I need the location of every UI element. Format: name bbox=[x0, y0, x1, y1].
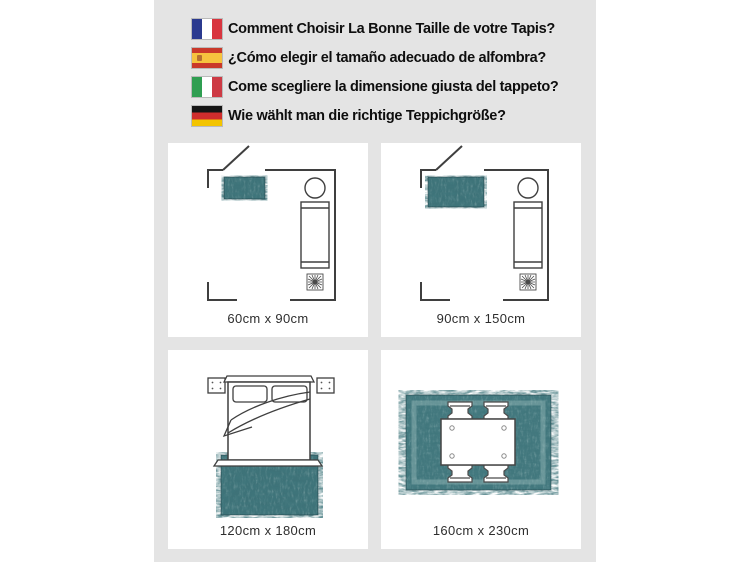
header-text-italian: Come scegliere la dimensione giusta del tappeto? bbox=[228, 79, 559, 95]
bed-icon bbox=[214, 376, 322, 466]
chair-top-right-icon bbox=[484, 402, 508, 419]
panel-60x90 bbox=[168, 143, 368, 337]
rug-icon bbox=[428, 177, 484, 207]
italy-flag-icon bbox=[192, 77, 222, 97]
nightstand-right-icon bbox=[317, 378, 334, 393]
rug-icon bbox=[224, 177, 265, 199]
content-column bbox=[154, 0, 596, 562]
plant-icon bbox=[307, 274, 323, 290]
nightstand-left-icon bbox=[208, 378, 225, 393]
header-text-french: Comment Choisir La Bonne Taille de votre Tapis? bbox=[228, 21, 555, 37]
side-table-icon bbox=[305, 178, 325, 198]
header-row-italian bbox=[192, 77, 558, 97]
plant-icon bbox=[520, 274, 536, 290]
floorplan-medium-rug bbox=[381, 143, 581, 308]
panel-160x230 bbox=[381, 350, 581, 549]
header-text-german: Wie wählt man die richtige Teppichgröße? bbox=[228, 108, 506, 124]
header-row-french bbox=[192, 19, 558, 39]
panel-90x150 bbox=[381, 143, 581, 337]
sofa-icon bbox=[514, 202, 542, 268]
chair-bottom-right-icon bbox=[484, 465, 508, 482]
header-row-spanish bbox=[192, 48, 558, 68]
bedroom-diagram bbox=[168, 350, 368, 518]
dining-room-diagram bbox=[381, 350, 581, 518]
sofa-icon bbox=[301, 202, 329, 268]
floorplan-small-rug bbox=[168, 143, 368, 308]
france-flag-icon bbox=[192, 19, 222, 39]
header bbox=[192, 19, 558, 135]
pillow-left-icon bbox=[233, 386, 267, 402]
side-table-icon bbox=[518, 178, 538, 198]
size-label-160x230: 160cm x 230cm bbox=[432, 523, 530, 538]
spain-flag-icon bbox=[192, 48, 222, 68]
germany-flag-icon bbox=[192, 106, 222, 126]
chair-top-left-icon bbox=[448, 402, 472, 419]
panel-120x180 bbox=[168, 350, 368, 549]
chair-bottom-left-icon bbox=[448, 465, 472, 482]
footboard bbox=[214, 460, 322, 466]
size-label-120x180: 120cm x 180cm bbox=[219, 523, 317, 538]
header-row-german bbox=[192, 106, 558, 126]
header-text-spanish: ¿Cómo elegir el tamaño adecuado de alfombra? bbox=[228, 50, 546, 66]
size-label-60x90: 60cm x 90cm bbox=[227, 311, 309, 326]
size-label-90x150: 90cm x 150cm bbox=[436, 311, 526, 326]
